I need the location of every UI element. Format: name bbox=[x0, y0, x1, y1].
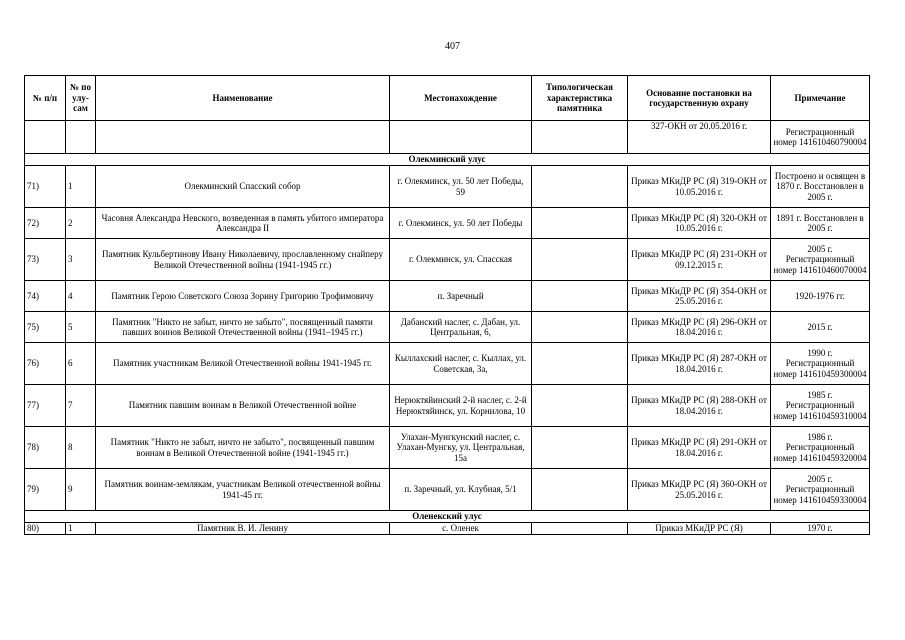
table-row-continuation bbox=[25, 121, 870, 154]
table-header-row bbox=[25, 76, 870, 121]
cell-ulus-num: 9 bbox=[66, 469, 96, 511]
cell-location: Нерюктяйинский 2-й наслег, с. 2-й Нерюктяйинск, ул. Корнилова, 10 bbox=[390, 385, 532, 427]
cell-type bbox=[532, 343, 628, 385]
cell-ulus-num: 8 bbox=[66, 427, 96, 469]
cell-ulus-num: 2 bbox=[66, 208, 96, 239]
cell-location: Кыллахский наслег, с. Кыллах, ул. Советская, 3а, bbox=[390, 343, 532, 385]
header-name: Наименование bbox=[96, 76, 390, 121]
cell-basis: Приказ МКиДР РС (Я) 354-ОКН от 25.05.2016 г. bbox=[628, 281, 771, 312]
cell-num: 73) bbox=[25, 239, 66, 281]
cell-type bbox=[532, 239, 628, 281]
table-row bbox=[25, 239, 870, 281]
cell-type bbox=[532, 385, 628, 427]
cell-name: Памятник участникам Великой Отечественной войны 1941-1945 гг. bbox=[96, 343, 390, 385]
cell-ulus-num: 6 bbox=[66, 343, 96, 385]
cell-ulus-num: 4 bbox=[66, 281, 96, 312]
cell-name: Памятник "Никто не забыт, ничто не забыто", посвященный памяти павших воинов Великой Отечественной войны (1941–1945 гг.) bbox=[96, 312, 390, 343]
cell-type bbox=[532, 281, 628, 312]
cell-location bbox=[390, 121, 532, 154]
table-row bbox=[25, 523, 870, 535]
cell-name: Памятник Кульбертинову Ивану Николаевичу, прославленному снайперу Великой Отечественной войны (1941-1945 гг.) bbox=[96, 239, 390, 281]
cell-name: Памятник воинам-землякам, участникам Великой отечественной войны 1941-45 гг. bbox=[96, 469, 390, 511]
cell-note: Построено и освящен в 1870 г. Восстановлен в 2005 г. bbox=[771, 166, 870, 208]
group-title: Олекминский улус bbox=[25, 154, 870, 166]
header-location: Местонахождение bbox=[390, 76, 532, 121]
cell-name: Часовня Александра Невского, возведенная в память убитого императора Александра II bbox=[96, 208, 390, 239]
cell-location: г. Олекминск, ул. Спасская bbox=[390, 239, 532, 281]
monuments-table bbox=[24, 75, 870, 535]
header-note: Примечание bbox=[771, 76, 870, 121]
cell-note: 2015 г. bbox=[771, 312, 870, 343]
table-row bbox=[25, 281, 870, 312]
cell-ulus-num: 1 bbox=[66, 166, 96, 208]
cell-name bbox=[96, 121, 390, 154]
cell-basis: Приказ МКиДР РС (Я) 287-ОКН от 18.04.2016 г. bbox=[628, 343, 771, 385]
cell-num: 72) bbox=[25, 208, 66, 239]
cell-note: 2005 г. Регистрационный номер 141610460070004 bbox=[771, 239, 870, 281]
cell-name: Олекминский Спасский собор bbox=[96, 166, 390, 208]
cell-num: 75) bbox=[25, 312, 66, 343]
cell-num: 79) bbox=[25, 469, 66, 511]
cell-name: Памятник В. И. Ленину bbox=[96, 523, 390, 535]
cell-basis: Приказ МКиДР РС (Я) 360-ОКН от 25.05.2016 г. bbox=[628, 469, 771, 511]
table-row bbox=[25, 469, 870, 511]
table-row bbox=[25, 385, 870, 427]
group-header-row bbox=[25, 154, 870, 166]
group-header-row bbox=[25, 511, 870, 523]
cell-basis: 327-ОКН от 20.05.2016 г. bbox=[628, 121, 771, 154]
cell-location: Улахан-Мунгкунский наслег, с. Улахан-Мунгку, ул. Центральная, 15а bbox=[390, 427, 532, 469]
cell-ulus-num bbox=[66, 121, 96, 154]
cell-num: 74) bbox=[25, 281, 66, 312]
cell-type bbox=[532, 121, 628, 154]
table-row bbox=[25, 208, 870, 239]
cell-name: Памятник "Никто не забыт, ничто не забыто", посвященный павшим воинам в Великой Отечественной войне (1941-1945 гг.) bbox=[96, 427, 390, 469]
cell-note: 1920-1976 гг. bbox=[771, 281, 870, 312]
cell-note: Регистрационный номер 141610460790004 bbox=[771, 121, 870, 154]
cell-basis: Приказ МКиДР РС (Я) 288-ОКН от 18.04.2016 г. bbox=[628, 385, 771, 427]
cell-num: 78) bbox=[25, 427, 66, 469]
cell-basis: Приказ МКиДР РС (Я) 231-ОКН от 09.12.2015 г. bbox=[628, 239, 771, 281]
cell-type bbox=[532, 312, 628, 343]
page-number: 407 bbox=[445, 41, 460, 52]
cell-basis: Приказ МКиДР РС (Я) bbox=[628, 523, 771, 535]
cell-note: 1970 г. bbox=[771, 523, 870, 535]
cell-location: п. Заречный, ул. Клубная, 5/1 bbox=[390, 469, 532, 511]
cell-num: 71) bbox=[25, 166, 66, 208]
group-title: Оленекский улус bbox=[25, 511, 870, 523]
table-row bbox=[25, 312, 870, 343]
cell-location: п. Заречный bbox=[390, 281, 532, 312]
cell-location: Дабанский наслег, с. Дабан, ул. Центральная, 6, bbox=[390, 312, 532, 343]
cell-note: 1990 г. Регистрационный номер 141610459300004 bbox=[771, 343, 870, 385]
cell-note: 1985 г. Регистрационный номер 141610459310004 bbox=[771, 385, 870, 427]
header-num: № п/п bbox=[25, 76, 66, 121]
cell-note: 2005 г. Регистрационный номер 141610459330004 bbox=[771, 469, 870, 511]
cell-location: г. Олекминск, ул. 50 лет Победы, 59 bbox=[390, 166, 532, 208]
table-row bbox=[25, 343, 870, 385]
cell-type bbox=[532, 427, 628, 469]
cell-basis: Приказ МКиДР РС (Я) 320-ОКН от 10.05.2016 г. bbox=[628, 208, 771, 239]
cell-basis: Приказ МКиДР РС (Я) 291-ОКН от 18.04.2016 г. bbox=[628, 427, 771, 469]
cell-num bbox=[25, 121, 66, 154]
cell-type bbox=[532, 208, 628, 239]
cell-ulus-num: 1 bbox=[66, 523, 96, 535]
cell-name: Памятник Герою Советского Союза Зорину Григорию Трофимовичу bbox=[96, 281, 390, 312]
cell-basis: Приказ МКиДР РС (Я) 319-ОКН от 10.05.2016 г. bbox=[628, 166, 771, 208]
cell-note: 1986 г. Регистрационный номер 141610459320004 bbox=[771, 427, 870, 469]
cell-ulus-num: 7 bbox=[66, 385, 96, 427]
cell-num: 76) bbox=[25, 343, 66, 385]
header-type: Типологическая характеристика памятника bbox=[532, 76, 628, 121]
cell-basis: Приказ МКиДР РС (Я) 296-ОКН от 18.04.2016 г. bbox=[628, 312, 771, 343]
cell-type bbox=[532, 166, 628, 208]
cell-note: 1891 г. Восстановлен в 2005 г. bbox=[771, 208, 870, 239]
table-row bbox=[25, 427, 870, 469]
cell-type bbox=[532, 523, 628, 535]
table-row bbox=[25, 166, 870, 208]
cell-type bbox=[532, 469, 628, 511]
cell-num: 80) bbox=[25, 523, 66, 535]
header-ulus-num: № по улу-сам bbox=[66, 76, 96, 121]
cell-ulus-num: 3 bbox=[66, 239, 96, 281]
cell-num: 77) bbox=[25, 385, 66, 427]
cell-location: г. Олекминск, ул. 50 лет Победы bbox=[390, 208, 532, 239]
cell-ulus-num: 5 bbox=[66, 312, 96, 343]
cell-location: с. Оленек bbox=[390, 523, 532, 535]
header-basis: Основание постановки на государственную охрану bbox=[628, 76, 771, 121]
cell-name: Памятник павшим воинам в Великой Отечественной войне bbox=[96, 385, 390, 427]
